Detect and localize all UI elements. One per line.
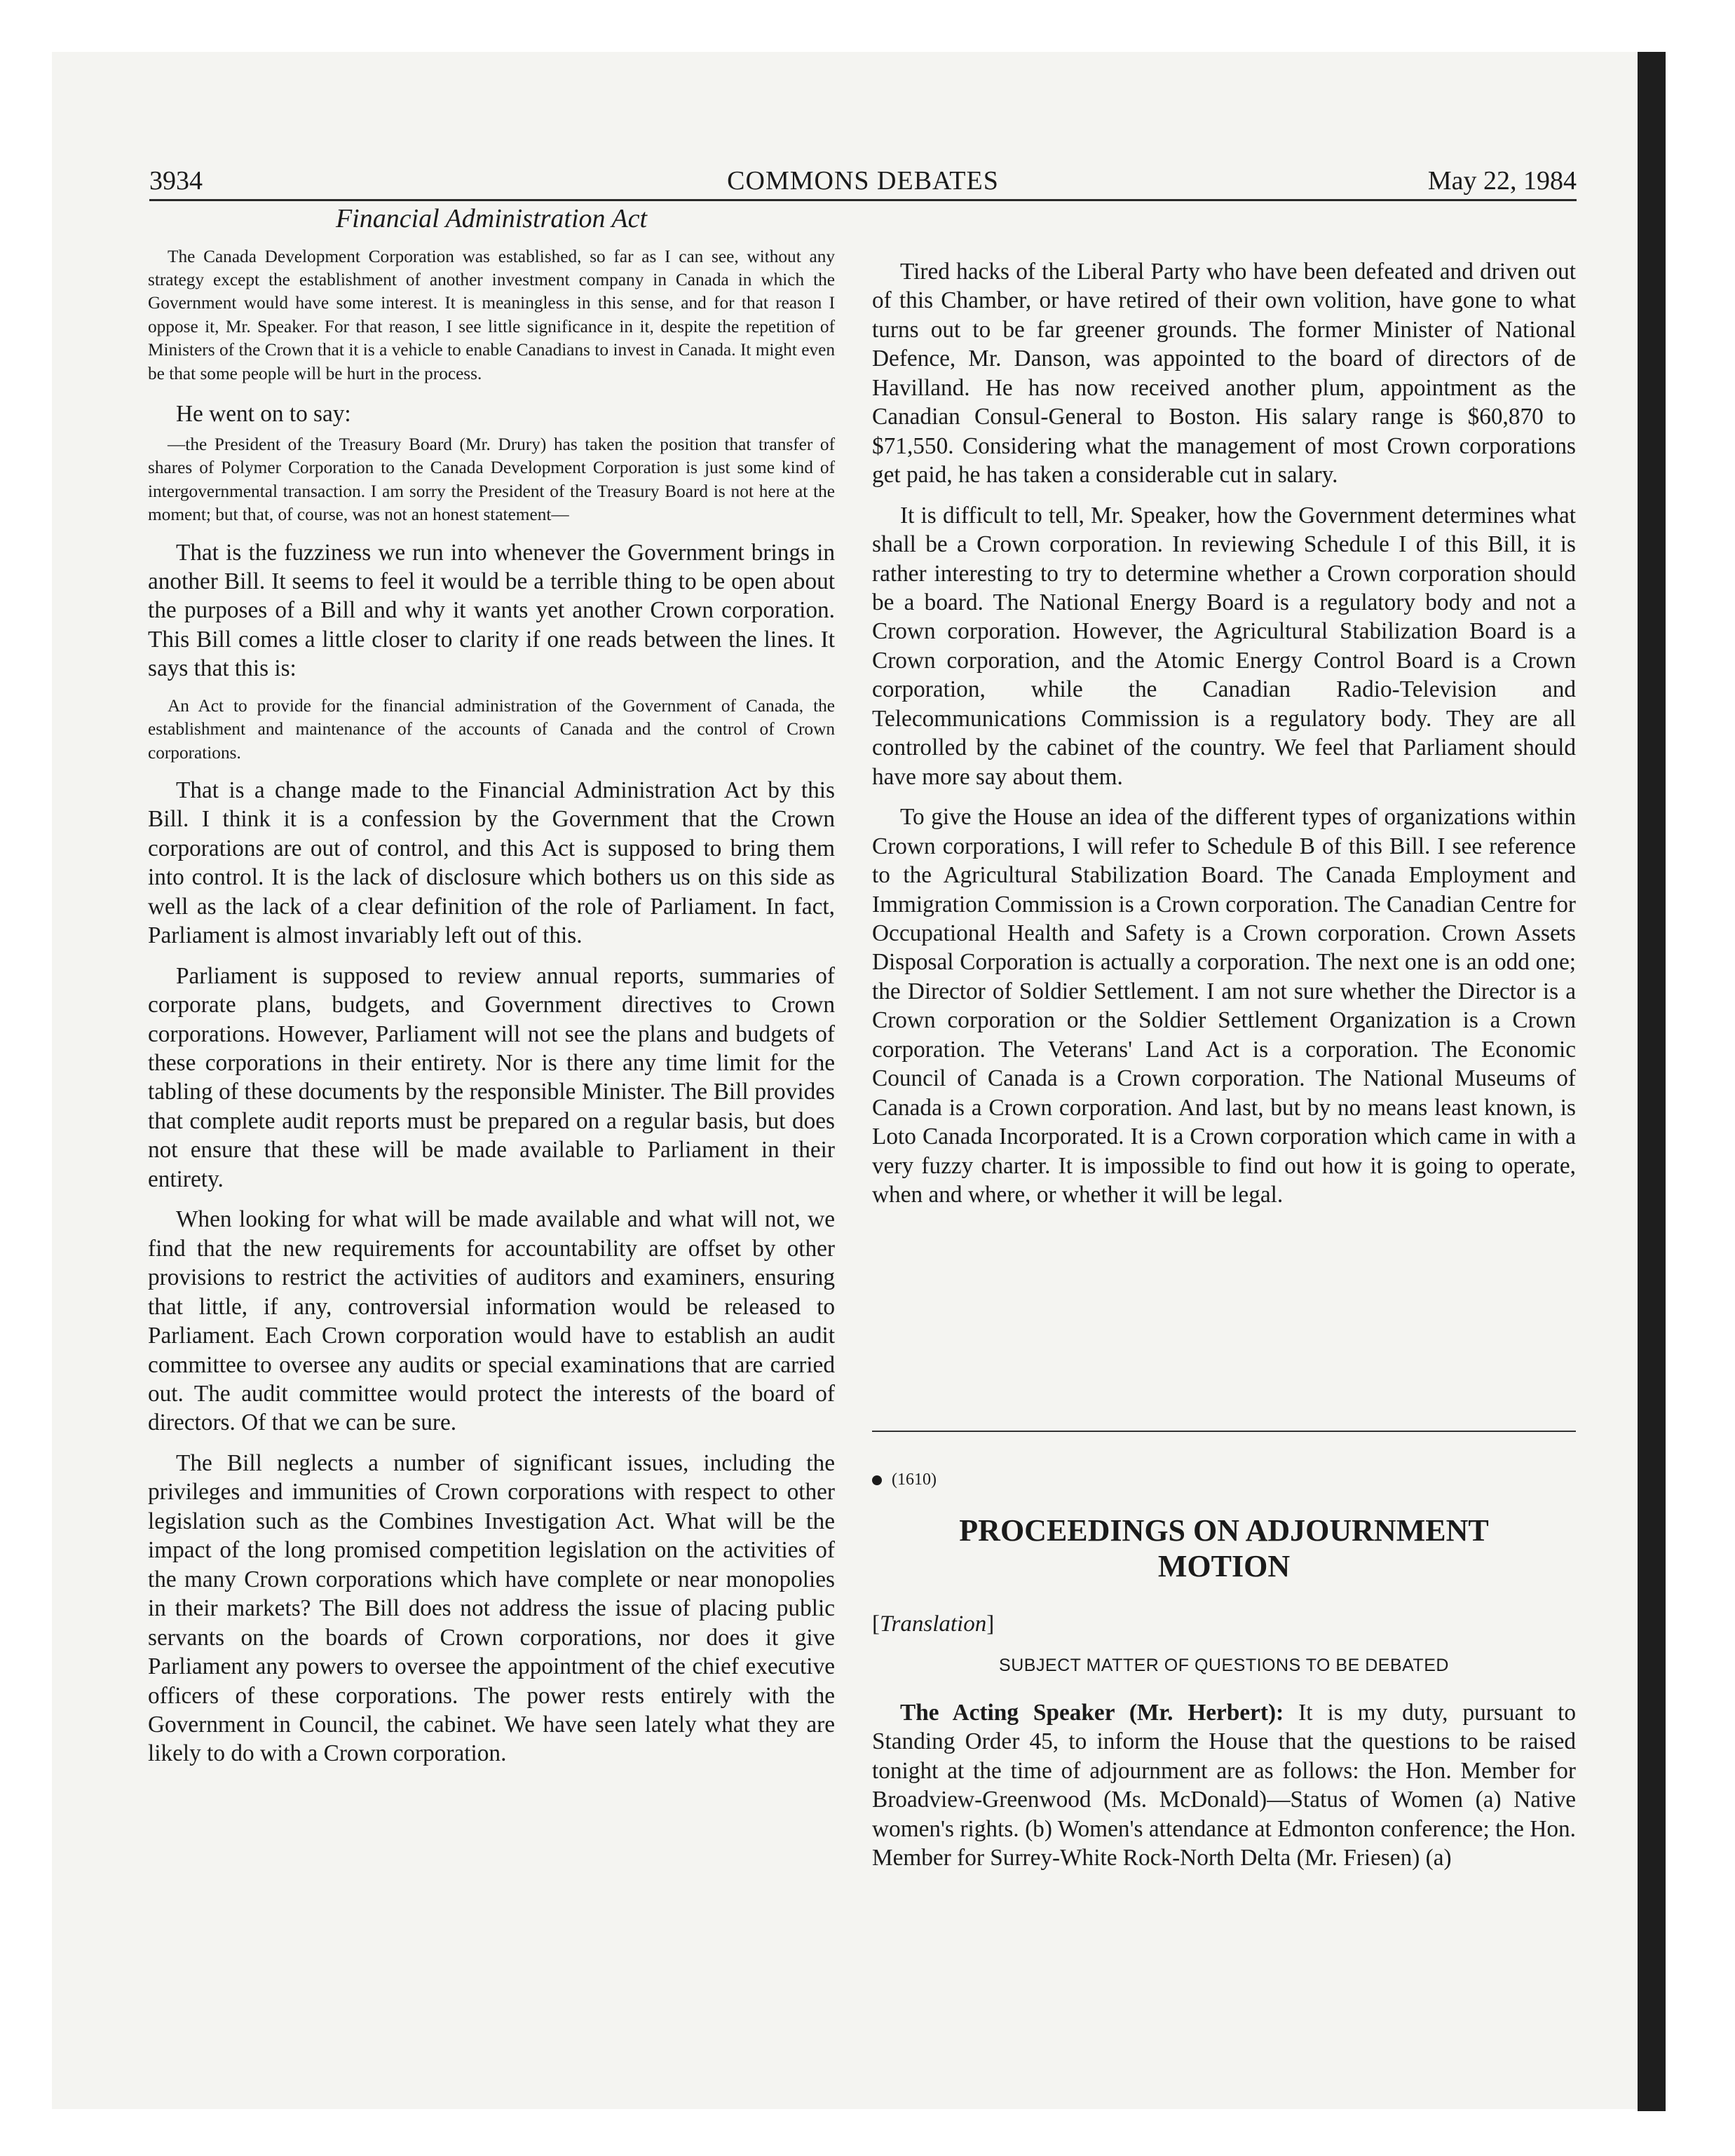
paragraph: That is a change made to the Financial Administration Act by this Bill. I think it is a confession by the Government that the Crown corporations are out of control, and this Act is supposed to bring them into control. It is the lack of disclosure which bothers us on this side as well as the lack of a clear definition of the role of Parliament. In fact, Parliament is almost invariably left out of this. bbox=[148, 777, 835, 949]
paragraph: To give the House an idea of the different types of organizations within Crown corporations, I will refer to Schedule B of this Bill. I see reference to the Agricultural Stabilization Board. The Canada Employment and Immigration Commission is a Crown corporation. The Canadian Centre for Occupational Health and Safety is a Crown corporation. Crown Assets Disposal Corporation is actually a corporation. The next one is an odd one; the Director of Soldier Settlement. I am not sure whether the Director is a Crown corporation or the Soldier Settlement Organization is a Crown corporation. The Veterans' Land Act is a corporation. The Economic Council of Canada is a Crown corporation. The National Museums of Canada is a Crown corporation. And last, but by no means least known, is Loto Canada Incorporated. It is a Crown corporation which came in with a very fuzzy charter. It is impossible to find out how it is going to operate, when and where, or whether it will be legal. bbox=[872, 804, 1576, 1208]
paragraph: That is the fuzziness we run into whenever the Government brings in another Bill. It seems to feel it would be a terrible thing to be open about the purposes of a Bill and why it wants yet another Crown corporation. This Bill comes a little closer to clarity if one reads between the lines. It says that this is: bbox=[148, 539, 835, 682]
running-header bbox=[149, 163, 1577, 201]
block-quote: —the President of the Treasury Board (Mr. Drury) has taken the position that transfer of shares of Polymer Corporation to the Canada Development Corporation is just some kind of intergovernmental transaction. I am sorry the President of the Treasury Board is not here at the moment; but that, of course, was not an honest statement— bbox=[148, 434, 835, 525]
page-number: 3934 bbox=[149, 166, 203, 196]
scan-edge bbox=[1638, 52, 1666, 2111]
speaker-statement bbox=[872, 1698, 1576, 1873]
bullet-icon bbox=[872, 1475, 882, 1485]
paragraph: Parliament is supposed to review annual reports, summaries of corporate plans, budgets, and Government directives to Crown corporations. However, Parliament will not see the plans and budgets of these corporations in their entirety. Nor is there any time limit for the tabling of these documents by the responsible Minister. The Bill provides that complete audit reports must be prepared on a regular basis, but does not ensure that these will be made available to Parliament in their entirety. bbox=[148, 962, 835, 1192]
paragraph: When looking for what will be made available and what will not, we find that the new requirements for accountability are offset by other provisions to restrict the activities of auditors and examiners, ensuring that little, if any, controversial information would be released to Parliament. Each Crown corporation would have to establish an audit committee to oversee any audits or special examinations that are carried out. The audit committee would protect the interests of the board of directors. Of that we can be sure. bbox=[148, 1206, 835, 1436]
paragraph: Tired hacks of the Liberal Party who have been defeated and driven out of this Chamber, or have retired of their own volition, have gone to what turns out to be far greener grounds. The former Minister of National Defence, Mr. Danson, was appointed to the board of directors of de Havilland. He has now received another plum, appointment as the Canadian Consul-General to Boston. His salary range is $60,870 to $71,550. Considering what the management of most Crown corporations get paid, he has taken a considerable cut in salary. bbox=[872, 259, 1576, 489]
speaker-text: It is my duty, pursuant to Standing Order 45, to inform the House that the questions to be raised tonight at the time of adjournment are as follows: the Hon. Member for Broadview-Greenwood (Ms. McDonald)—Status of Women (a) Native women's rights. (b) Women's attendance at Edmonton conference; the Hon. Member for Surrey-White Rock-North Delta (Mr. Friesen) (a) bbox=[872, 1700, 1576, 1871]
header-date: May 22, 1984 bbox=[1427, 166, 1577, 196]
block-quote: An Act to provide for the financial administration of the Government of Canada, the establishment and maintenance of the accounts of Canada and the control of Crown corporations. bbox=[148, 695, 835, 763]
proceedings-heading bbox=[872, 1513, 1576, 1584]
paragraph bbox=[872, 1698, 1576, 1873]
translation-label-text: Translation bbox=[880, 1611, 987, 1637]
time-marker-text: (1610) bbox=[892, 1471, 937, 1489]
proceedings-heading-line1: PROCEEDINGS ON ADJOURNMENT bbox=[959, 1513, 1489, 1548]
right-column bbox=[872, 257, 1576, 1210]
speaker-name: The Acting Speaker (Mr. Herbert): bbox=[900, 1700, 1284, 1726]
subject-heading: SUBJECT MATTER OF QUESTIONS TO BE DEBATED bbox=[999, 1656, 1449, 1675]
time-marker bbox=[872, 1471, 937, 1489]
section-divider bbox=[872, 1431, 1576, 1432]
publication-title: COMMONS DEBATES bbox=[727, 166, 999, 196]
left-column bbox=[148, 203, 835, 1768]
section-title: Financial Administration Act bbox=[335, 204, 648, 233]
paragraph: It is difficult to tell, Mr. Speaker, how the Government determines what shall be a Crown corporation. In reviewing Schedule I of this Bill, it is rather interesting to try to determine whether a Crown corporation should be a board. The National Energy Board is a regulatory body and not a Crown corporation. However, the Agricultural Stabilization Board is a Crown corporation, and the Atomic Energy Control Board is a Crown corporation, while the Canadian Radio-Television and Telecommunications Commission is a regulatory body. They are all controlled by the cabinet of the country. We feel that Parliament should have more say about them. bbox=[872, 502, 1576, 790]
proceedings-heading-line2: MOTION bbox=[1157, 1549, 1291, 1584]
block-quote: The Canada Development Corporation was established, so far as I can see, without any strategy except the establishment of another investment company in Canada in which the Government would have some interest. It is meaningless in this sense, and for that reason I oppose it, Mr. Speaker. For that reason, I see little significance in it, despite the repetition of Ministers of the Crown that it is a vehicle to enable Canadians to invest in Canada. It might even be that some people will be hurt in the process. bbox=[148, 246, 835, 383]
translation-label: [Translation] bbox=[872, 1611, 995, 1637]
intro-line: He went on to say: bbox=[176, 400, 351, 427]
paragraph: The Bill neglects a number of significant issues, including the privileges and immunities of Crown corporations with respect to other legislation such as the Combines Investigation Act. What will be the impact of the long promised competition legislation on the activities of the many Crown corporations which have complete or near monopolies in their markets? The Bill does not address the issue of placing public servants on the boards of Crown corporations, nor does it give Parliament any powers to oversee the appointment of the chief executive officers of these corporations. The power rests entirely with the Government in Council, the cabinet. We have seen lately what they are likely to do with a Crown corporation. bbox=[148, 1449, 835, 1767]
